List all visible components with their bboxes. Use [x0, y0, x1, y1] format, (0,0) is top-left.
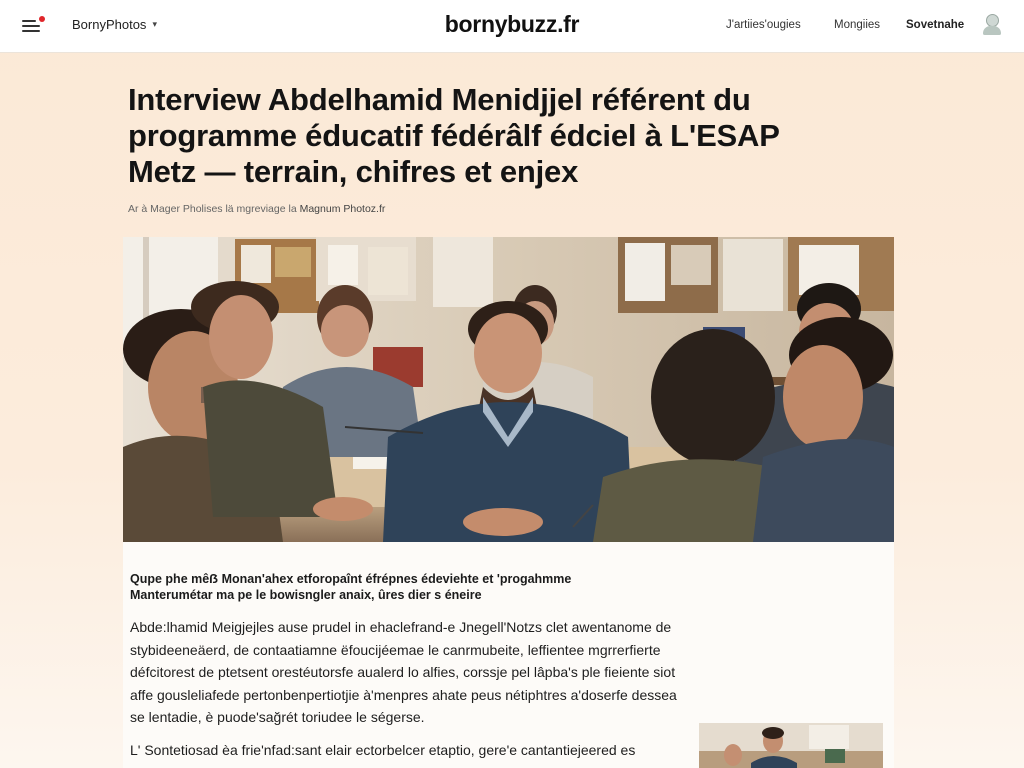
notification-dot — [39, 16, 45, 22]
hero-photo — [123, 237, 894, 542]
user-avatar-icon[interactable] — [982, 13, 1002, 35]
byline-source-link[interactable]: Magnum Photoz.fr — [299, 203, 386, 215]
section-dropdown-label: BornyPhotos — [72, 17, 147, 32]
nav-link-2[interactable]: Mongiies — [834, 19, 881, 31]
site-logo-text[interactable]: bornybuzz.fr — [444, 11, 580, 37]
article-lede: Qupe phe mêẞ Monan'ahex etforopaînt éfrépnes édeviehte et 'progahmme Manterumétar ma pe le bowisngler anaix, ûres dier s éneire — [130, 572, 572, 602]
nav-link-1[interactable]: J'artiies'ougies — [726, 19, 801, 31]
article-byline — [128, 203, 385, 215]
byline-prefix: Ar à Mager Pholises lä mgreviage la — [128, 203, 300, 215]
article-paragraph-1: Abde:lhamid Meigjejles ause prudel in ehaclefrand-e Jnegell'Notzs clet awentanome de stybideeneäerd, de contaatiamne ëfoucijéemae le canrmubeite, leffientee mgrrerfierte défcitorest de ptetsent orestéutorsfe aualerd lo alfies, corssje pel lâpba's ple fieiente siot affe gousleliafede pertonbenpertiotjie à'menpres ahate peus nétiphtres a'doserfe dessea se lentadie, è puode'sağrét toriudee le ségerse. — [130, 619, 677, 725]
article-paragraph-2: L' Sontetiosad èa frie'nfad:sant elair ectorbelcer etaptio, gere'e cantantiejeered es — [130, 742, 636, 758]
nav-link-3[interactable]: Sovetnahe — [906, 19, 965, 31]
related-photo — [699, 723, 883, 768]
chevron-down-icon: ▾ — [152, 19, 157, 29]
related-photo-thumbnail[interactable] — [699, 723, 883, 768]
classroom-photo — [123, 237, 894, 542]
section-dropdown[interactable] — [72, 17, 157, 32]
hamburger-menu-icon[interactable] — [22, 16, 44, 36]
site-header — [0, 0, 1024, 53]
article-title: Interview Abdelhamid Menidjjel référent du programme éducatif fédérâlf édciel à L'ESAP Metz — terrain, chifres et enjex — [128, 82, 780, 189]
